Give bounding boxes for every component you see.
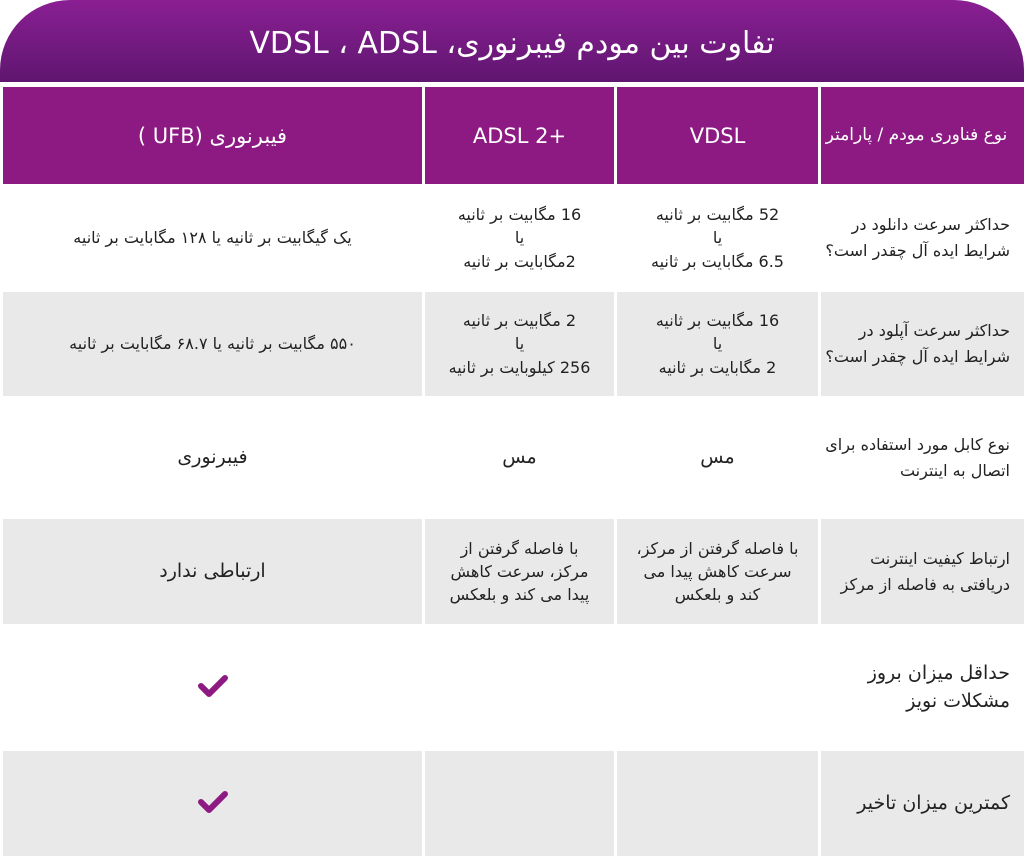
header-param: نوع فناوری مودم / پارامتر: [820, 86, 1024, 186]
row-param-noise: حداقل میزان بروز مشکلات نویز: [820, 626, 1024, 750]
cell-vdsl-distance: با فاصله گرفتن از مرکز، سرعت کاهش پیدا می کند و بلعکس: [616, 518, 820, 626]
page-title: تفاوت بین مودم فیبرنوری، VDSL ، ADSL: [249, 25, 775, 61]
cell-fiber-distance: ارتباطی ندارد: [2, 518, 424, 626]
row-param-latency: کمترین میزان تاخیر: [820, 750, 1024, 858]
table-header-row: [2, 86, 1024, 186]
cell-vdsl-latency: [616, 750, 820, 858]
check-icon: [198, 789, 228, 815]
row-param-distance: ارتباط کیفیت اینترنت دریافتی به فاصله از مرکز: [820, 518, 1024, 626]
table-row: [2, 626, 1024, 750]
cell-fiber-noise: [2, 626, 424, 750]
cell-adsl-noise: [424, 626, 616, 750]
cell-vdsl-noise: [616, 626, 820, 750]
row-param-upload: حداکثر سرعت آپلود در شرایط ایده آل چقدر است؟: [820, 291, 1024, 398]
table-row: [2, 750, 1024, 858]
title-bar: [0, 0, 1024, 82]
comparison-table: [0, 84, 1024, 859]
cell-fiber-latency: [2, 750, 424, 858]
cell-vdsl-upload: 16 مگابیت بر ثانیه یا 2 مگابایت بر ثانیه: [616, 291, 820, 398]
cell-adsl-latency: [424, 750, 616, 858]
cell-adsl-distance: با فاصله گرفتن از مرکز، سرعت کاهش پیدا می کند و بلعکس: [424, 518, 616, 626]
header-fiber: فیبرنوری (UFB ): [2, 86, 424, 186]
header-adsl: ADSL 2+: [424, 86, 616, 186]
cell-adsl-cable: مس: [424, 398, 616, 518]
table-row: [2, 398, 1024, 518]
cell-fiber-download: یک گیگابیت بر ثانیه یا ۱۲۸ مگابایت بر ثانیه: [2, 186, 424, 291]
cell-adsl-download: 16 مگابیت بر ثانیه یا 2مگابایت بر ثانیه: [424, 186, 616, 291]
table-row: [2, 291, 1024, 398]
cell-fiber-cable: فیبرنوری: [2, 398, 424, 518]
cell-adsl-upload: 2 مگابیت بر ثانیه یا 256 کیلوبایت بر ثانیه: [424, 291, 616, 398]
table-row: [2, 518, 1024, 626]
header-vdsl: VDSL: [616, 86, 820, 186]
row-param-download: حداکثر سرعت دانلود در شرایط ایده آل چقدر است؟: [820, 186, 1024, 291]
cell-fiber-upload: ۵۵۰ مگابیت بر ثانیه یا ۶۸.۷ مگابایت بر ثانیه: [2, 291, 424, 398]
row-param-cable: نوع کابل مورد استفاده برای اتصال به اینترنت: [820, 398, 1024, 518]
check-icon: [198, 673, 228, 699]
table-row: [2, 186, 1024, 291]
cell-vdsl-download: 52 مگابیت بر ثانیه یا 6.5 مگابایت بر ثانیه: [616, 186, 820, 291]
cell-vdsl-cable: مس: [616, 398, 820, 518]
